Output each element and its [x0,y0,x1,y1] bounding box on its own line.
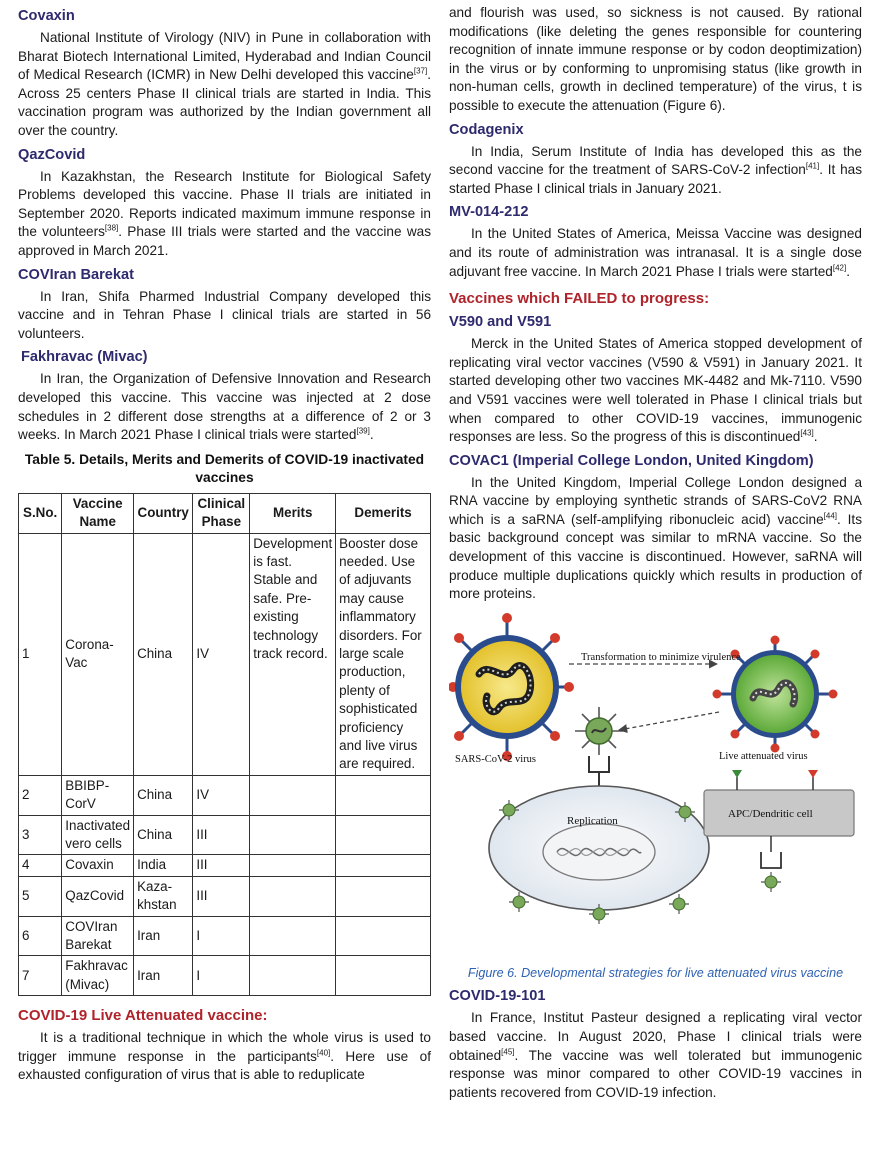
figure-caption: Figure 6. Developmental strategies for live attenuated virus vaccine [467,965,844,980]
right-column [449,4,862,1106]
live-text-2: . Here use of exhausted configuration of virus that is able to reduplicate [18,1048,431,1083]
codagenix-text: In India, Serum Institute of India has developed this as the second vaccine for the treatment of SARS-CoV-2 infection [449,143,862,178]
paragraph-coviran: In Iran, Shifa Pharmed Industrial Company developed this vaccine and in Tehran Phase I clinical trials are started in 56 volunteers. [18,288,431,341]
table-cell [250,815,336,855]
table-cell: 4 [19,855,62,876]
table-cell: 7 [19,956,62,996]
table-cell: Covaxin [62,855,134,876]
paragraph-covaxin [18,29,431,141]
table-cell [250,876,336,916]
paragraph-fakhravac [18,370,431,444]
sars-cov-2-virus-icon [449,613,574,761]
table-cell: 1 [19,533,62,775]
covaxin-text-2: . Across 25 centers Phase II clinical trials are started in India. This vaccination program was authorized by the Indian government all over the country. [18,67,431,138]
table-cell: III [193,815,250,855]
table-cell [250,855,336,876]
live-text: It is a traditional technique in which the whole virus is used to trigger immune response in the participants [18,1030,431,1064]
table-cell [250,916,336,956]
label-transformation: Transformation to minimize virulence [581,651,741,663]
table-cell [336,956,431,996]
section-heading-v590: V590 and V591 [449,314,552,331]
table-cell: 3 [19,815,62,855]
paragraph-mv-014-212 [449,225,862,281]
codagenix-text-2: . It has started Phase I clinical trials in January 2021. [449,162,862,196]
section-heading-failed: Vaccines which FAILED to progress: [449,290,710,308]
label-replication: Replication [567,814,618,827]
paragraph-continuation: and flourish was used, so sickness is not caused. By rational modifications (like deleting the genes responsible for countering recognition of innate immune response or by codon deoptimization) in the virus or by conforming to unpromising status (like growth in non-human cells, growth in declined temperature) of the virus, t is possible to execute the attenuation (Figure 6). [449,5,862,113]
table-caption: Table 5. Details, Merits and Demerits of COVID-19 inactivated vaccines [24,451,425,485]
table-cell [336,855,431,876]
table-cell [336,815,431,855]
ref-41: [41] [805,161,820,171]
left-column [18,4,431,1089]
table-row [19,916,431,956]
table-row [19,533,431,775]
paragraph-covid-19-101 [449,1009,862,1102]
table-cell-merits: Development is fast. Stable and safe. Pre-existing technology track record. [250,533,336,775]
table-cell: IV [193,775,250,815]
ref-39: [39] [356,426,370,436]
table-cell: BBIBP-CorV [62,775,134,815]
table-row [19,775,431,815]
covid101-text: In France, Institut Pasteur designed a replicating viral vector based vaccine. In August 2020, Phase I clinical trials were obtained [449,1010,862,1063]
table-header-cell: Merits [250,493,336,533]
table-cell: Fakhravac (Mivac) [62,956,134,996]
antigen-markers-icon [732,770,818,790]
section-heading-mv-014-212: MV-014-212 [449,204,529,221]
table-cell: China [134,815,193,855]
label-sars-cov-2: SARS-CoV-2 virus [455,753,537,765]
figure-6 [449,612,862,960]
table-header-row [19,493,431,533]
section-heading-codagenix: Codagenix [449,121,524,138]
table-cell: India [134,855,193,876]
table-header-cell: Demerits [336,493,431,533]
table-cell: III [193,876,250,916]
section-heading-live-attenuated: COVID-19 Live Attenuated vaccine: [18,1007,268,1025]
table-cell [250,775,336,815]
paragraph-live-attenuated [18,1029,431,1085]
table-cell [336,876,431,916]
v590-text-2: . [813,429,818,445]
table-cell: COVIran Barekat [62,916,134,956]
table-cell: IV [193,533,250,775]
covid101-text-2: . The vaccine was well tolerated but immunogenic response was minor compared to other COVID-19 vaccines in patients recovered from COVID-19 infection. [449,1047,862,1100]
paragraph-covac1 [449,474,862,604]
covac1-text: In the United Kingdom, Imperial College London designed a RNA vaccine by employing synthetic strands of SARS-CoV2 RNA which is a saRNA (self-amplifying ribonucleic acid) vaccine [449,474,862,527]
table-row [19,876,431,916]
table-cell: China [134,533,193,775]
section-heading-coviran: COVIran Barekat [18,266,134,283]
label-apc: APC/Dendritic cell [728,807,813,820]
table-header-cell: S.No. [19,493,62,533]
live-attenuated-diagram [449,612,862,960]
table-cell: Kaza-khstan [134,876,193,916]
table-cell: China [134,775,193,815]
table-cell: 5 [19,876,62,916]
label-live-attenuated: Live attenuated virus [719,750,808,762]
covaxin-text: National Institute of Virology (NIV) in Pune in collaboration with Bharat Biotech International Limited, Hyderabad and Indian Council of Medical Research (ICMR) in New Delhi developed this vaccine [18,30,431,83]
qazcovid-text: In Kazakhstan, the Research Institute for Biological Safety Problems developed this vaccine. Phase II trials are initiated in September 2020. Reports indicated maximum immune response in the volunteers [18,168,431,240]
ref-45: [45] [501,1047,515,1057]
table-cell: 2 [19,775,62,815]
table-row [19,956,431,996]
fakhravac-text: In Iran, the Organization of Defensive Innovation and Research developed this vaccine. This vaccine was injected at 2 dose schedules in 2 different dose strengths at a difference of 2 or 3 weeks. In March 2021 Phase I clinical trials were started [18,371,431,443]
small-virus-icon [575,707,623,755]
mv-text: In the United States of America, Meissa Vaccine was designed and its route of administration was intranasal. It is a single dose adjuvant free vaccine. In March 2021 Phase I trials were started [449,226,862,279]
paragraph-qazcovid [18,168,431,261]
ref-40: [40] [316,1048,331,1058]
paragraph-v590 [449,335,862,447]
qazcovid-text-2: . Phase III trials were started and the vaccine was approved in March 2021. [18,224,431,258]
table-header-cell: Clinical Phase [193,493,250,533]
entry-arrow [619,712,719,730]
table-cell: I [193,956,250,996]
v590-text: Merck in the United States of America stopped development of replicating viral vector vaccines (V590 & V591) in January 2021. It started developing other two vaccines MK-4482 and Mk-7110. V590 and V591 vaccines were well tolerated in Phase I clinical trials but when compared to other COVID-19 vaccines, immunogenic responses are less. So the progress of this is discontinued [449,336,862,445]
section-heading-covid-19-101: COVID-19-101 [449,988,546,1005]
table-row [19,815,431,855]
table-cell: Corona-Vac [62,533,134,775]
ref-37: [37] [413,66,428,76]
table-cell-demerits: Booster dose needed. Use of adjuvants may cause inflammatory disorders. For large scale production, plenty of sophisticated proficiency and live virus are required. [336,533,431,775]
covac1-text-2: . Its basic background concept was similar to mRNA vaccine. So the development of this vaccine is discontinued. However, saRNA will produce multiple duplications quickly which results in production of more proteins. [449,511,863,602]
ref-42: [42] [832,263,847,272]
fakhravac-text-2: . [369,427,374,443]
ref-44: [44] [823,511,837,521]
table-row [19,855,431,876]
vaccine-table [18,493,431,997]
table-cell [250,956,336,996]
mv-text-2: . [846,263,850,279]
table-header-cell: Country [134,493,193,533]
table-cell: III [193,855,250,876]
table-cell: QazCovid [62,876,134,916]
table-cell [336,775,431,815]
section-heading-qazcovid: QazCovid [18,146,86,163]
table-cell: Iran [134,956,193,996]
section-heading-covaxin: Covaxin [18,8,75,24]
table-cell: 6 [19,916,62,956]
table-header-cell: Vaccine Name [62,493,134,533]
section-heading-covac1: COVAC1 (Imperial College London, United Kingdom) [449,452,814,469]
paragraph-codagenix [449,143,862,199]
table-cell: Iran [134,916,193,956]
receptor-icon [589,756,609,772]
table-cell: Inactivated vero cells [62,815,134,855]
section-heading-fakhravac: Fakhravac (Mivac) [21,349,148,366]
table-cell [336,916,431,956]
table-cell: I [193,916,250,956]
mhc-receptor-icon [761,836,781,892]
ref-43: [43] [800,428,814,438]
ref-38: [38] [104,223,119,233]
